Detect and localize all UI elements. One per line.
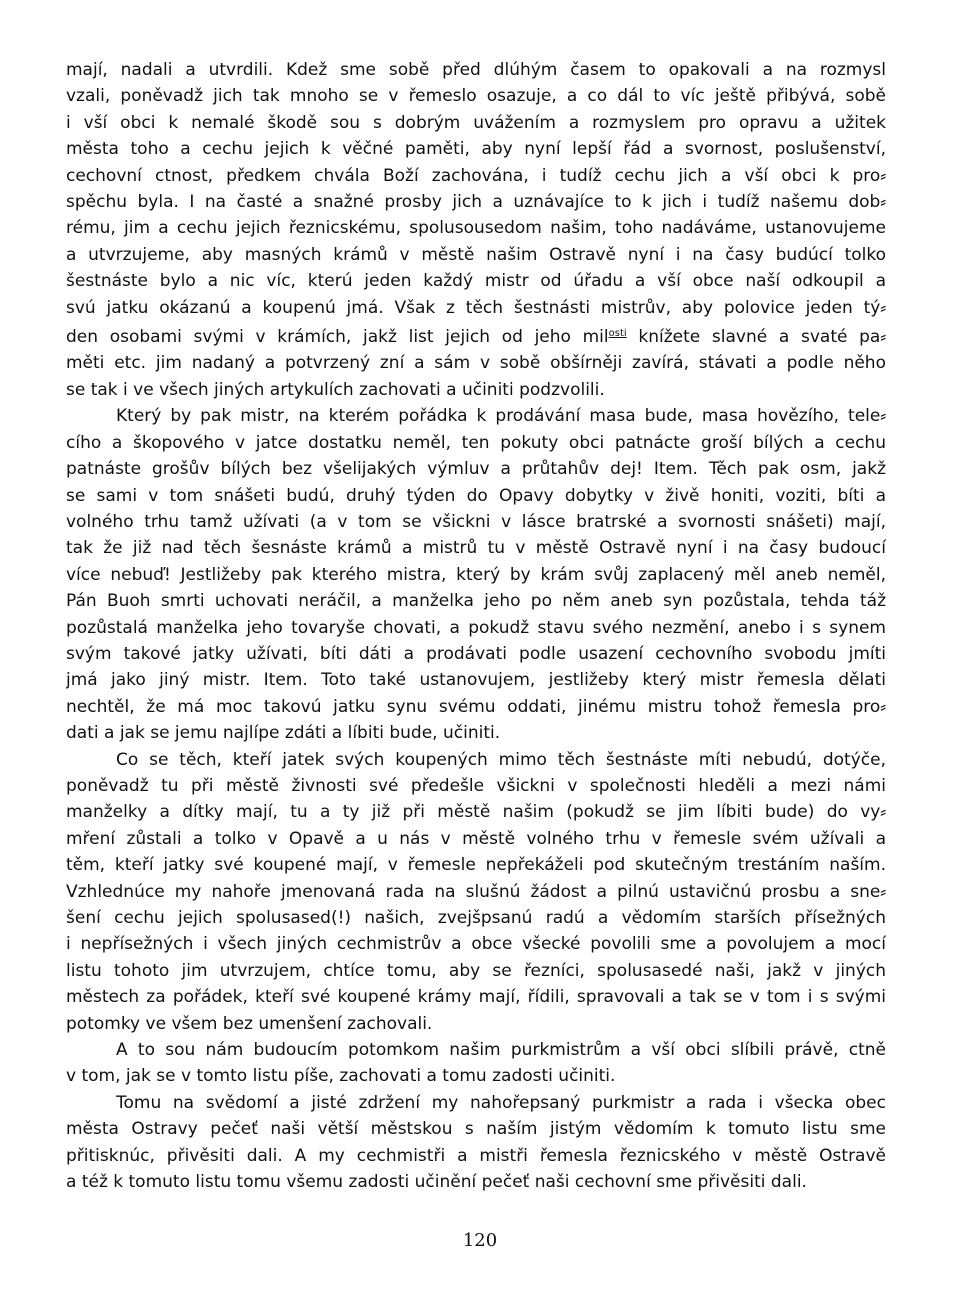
- text-line: Tomu na svědomí a jisté zdržení my nahořepsaný purkmistr a rada i všecka obec: [116, 1092, 886, 1113]
- text-line: města Ostravy pečeť naši větší městskou s naším jistým vědomím k tomuto listu sme: [66, 1119, 886, 1140]
- text-line: A to sou nám budoucím potomkom našim purkmistrům a vší obci slíbili právě, ctně: [116, 1040, 886, 1061]
- text-line: šestnáste bylo a nic víc, kterú jeden každý mistr od úřadu a vší obce naší odkoupil a: [66, 271, 886, 292]
- text-line: města toho a cechu jejich k věčné paměti, aby nyní lepší řád a svornost, poslušenství,: [66, 139, 886, 160]
- paragraph: [66, 747, 886, 1037]
- text-line: více nebuď! Jestližeby pak kterého mistra, který by krám svůj zaplacený měl aneb neměl,: [66, 564, 886, 585]
- text-line: mají, nadali a utvrdili. Kdež sme sobě před dlúhým časem to opakovali a na rozmysl: [66, 60, 886, 80]
- text-line: i vší obci k nemalé škodě sou s dobrým uvážením a rozmyslem pro opravu a užitek: [66, 112, 886, 133]
- text-line: dati a jak se jemu najlípe zdáti a líbiti bude, učiniti.: [66, 723, 501, 744]
- paragraph: [66, 1090, 886, 1196]
- text-line: jmá jako jiný mistr. Item. Toto také ustanovujem, jestližeby který mistr řemesla dělati: [66, 670, 886, 691]
- text-line: svým takové jatky užívati, bíti dáti a prodávati podle usazení cechovního svobodu jmíti: [66, 643, 886, 664]
- text-line: i nepřísežných i všech jiných cechmistrův a obce všecké povolili sme a povolujem a mocí: [66, 934, 886, 955]
- paragraph: [66, 1037, 886, 1090]
- text-line: šení cechu jejich spolusased(!) našich, zvejšpsanú radú a vědomím starších přísežných: [66, 908, 886, 928]
- text-line: Pán Buoh smrti uchovati neráčil, a manželka jeho po něm aneb syn pozůstala, tehda táž: [66, 591, 886, 612]
- text-line: mření zůstali a tolko v Opavě a u nás v městě volného trhu v řemesle svém užívali a: [66, 828, 886, 849]
- text-line: potomky ve všem bez umenšení zachovali.: [66, 1013, 433, 1034]
- text-line: těm, kteří jatky své koupené mají, v řemesle nepřekáželi pod skutečným trestáním naším.: [66, 855, 886, 876]
- text-line: poněvadž tu při městě živnosti své předešle všickni v společnosti hleděli a mezi námi: [66, 775, 886, 796]
- text-line: se sami v tom snášeti budú, druhý týden do Opavy dobytky v živě honiti, voziti, bíti a: [66, 485, 886, 506]
- text-line: přitisknúc, přivěsiti dali. A my cechmistři a mistři řemesla řeznicského v městě Ostravě: [66, 1145, 886, 1166]
- text-line: rému, jim a cechu jejich řeznicskému, spolusousedom našim, toho nadáváme, ustanovujeme: [66, 218, 886, 239]
- text-line: vzali, poněvadž jich tak mnoho se v řemeslo osazuje, a co dál to víc ještě přibývá, sobě: [66, 86, 886, 107]
- text-line: měti etc. jim nadaný a potvrzený zní a sám v sobě obšírněji zavírá, stávati a podle něho: [66, 353, 886, 374]
- text-line: nechtěl, že má moc takovú jatku synu svému oddati, jinému mistru tohož řemesla pro⸗: [66, 696, 886, 717]
- text-line: Který by pak mistr, na kterém pořádka k prodávání masa bude, masa hovězího, tele⸗: [116, 406, 886, 427]
- text-line: volného trhu tamž užívati (a v tom se všickni v lásce bratrské a svornosti snášeti) mají,: [66, 511, 886, 532]
- text-line: a též k tomuto listu tomu všemu zadosti učinění pečeť naši cechovní sme přivěsiti dali.: [66, 1172, 807, 1193]
- body-text: [66, 57, 886, 1195]
- text-line: a utvrzujeme, aby masných krámů v městě našim Ostravě nyní i na časy budúcí tolko: [66, 244, 886, 265]
- text-line: cechovní ctnost, předkem chvála Boží zachována, i tudíž cechu jich a vší obci k pro⸗: [66, 165, 886, 186]
- text-line: manželky a dítky mají, tu a ty již při městě našim (pokudž se jim líbiti bude) do vy⸗: [66, 802, 886, 823]
- paragraph: [66, 403, 886, 746]
- text-line: spěchu byla. I na časté a snažné prosby jich a uznávajíce to k jich i tudíž našemu dob⸗: [66, 192, 886, 213]
- text-line: pozůstalá manželka jeho tovaryše chovati, a pokudž stavu svého nezmění, anebo i s synem: [66, 617, 886, 638]
- paragraph: [66, 57, 886, 403]
- text-line: městech za pořádek, kteří své koupené krámy mají, řídili, spravovali a tak se v tom i s svými: [66, 987, 886, 1008]
- superscript-abbreviation: osti: [608, 328, 627, 340]
- text-line: tak že již nad těch šesnáste krámů a mistrů tu v městě Ostravě nyní i na časy budoucí: [66, 538, 886, 559]
- text-line: Co se těch, kteří jatek svých koupených mimo těch šestnáste míti nebudú, dotýče,: [116, 749, 886, 770]
- text-line: v tom, jak se v tomto listu píše, zachovati a tomu zadosti učiniti.: [66, 1066, 616, 1087]
- text-line: se tak i ve všech jiných artykulích zachovati a učiniti podzvolili.: [66, 379, 605, 400]
- text-line: den osobami svými v krámích, jakž list jejich od jeho mil$^{osti}$ knížete slavné a svaté pa⸗: [66, 327, 886, 348]
- text-line: svú jatku okázanú a koupenú jmá. Však z těch šestnásti mistrův, aby polovice jeden tý⸗: [66, 297, 886, 318]
- page-number: 120: [462, 1230, 498, 1251]
- text-line: Vzhlednúce my nahoře jmenovaná rada na slušnú žádost a pilnú ustavičnú prosbu a sne⸗: [66, 881, 886, 902]
- text-line: patnáste grošův bílých bez všelijakých výmluv a průtahův dej! Item. Těch pak osm, jakž: [66, 459, 886, 480]
- text-line: listu tohoto jim utvrzujem, chtíce tomu, aby se řezníci, spolusasedé naši, jakž v jiných: [66, 960, 886, 981]
- text-line: cího a škopového v jatce dostatku neměl, ten pokuty obci patnácte groší bílých a cechu: [66, 432, 886, 453]
